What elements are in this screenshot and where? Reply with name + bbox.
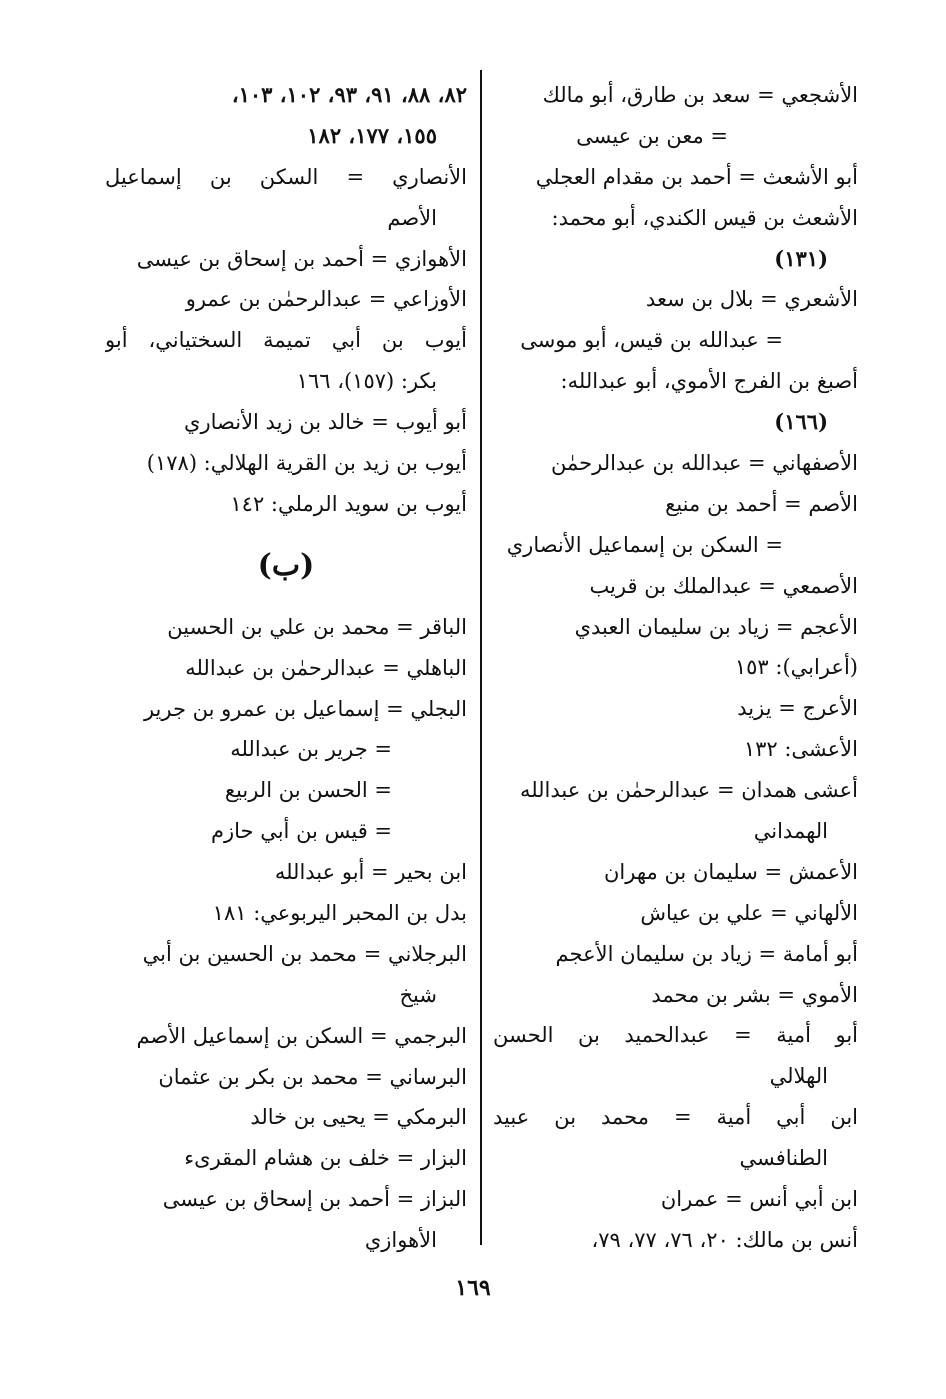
index-entry: البرجمي = السكن بن إسماعيل الأصم <box>136 1023 467 1048</box>
index-entry: الأشعث بن قيس الكندي، أبو محمد: <box>551 205 858 230</box>
index-entry: ٨٢، ٨٨، ٩١، ٩٣، ١٠٢، ١٠٣، <box>231 82 467 107</box>
section-heading-ba: (ب) <box>257 547 315 583</box>
index-entry: أصبغ بن الفرج الأموي، أبو عبدالله: <box>560 369 858 394</box>
index-entry: (١٦٦) <box>774 409 828 435</box>
index-entry: الأعشى: ١٣٢ <box>743 737 858 762</box>
left-column-entries-alif <box>105 75 467 525</box>
left-column <box>105 75 467 1261</box>
index-entry: بكر: (١٥٧)، ١٦٦ <box>296 369 437 394</box>
index-entry: الهمداني <box>753 819 828 844</box>
index-entry: أيوب بن سويد الرملي: ١٤٢ <box>230 491 467 516</box>
right-column <box>493 75 858 1261</box>
index-entry: الأصم <box>387 205 437 230</box>
index-entry: (١٣١) <box>774 245 828 271</box>
index-entry: الأموي = بشر بن محمد <box>651 982 858 1007</box>
index-entry: ابن بحير = أبو عبدالله <box>274 860 467 885</box>
index-entry: أبو أمية = عبدالحميد بن الحسن <box>493 1023 858 1048</box>
index-entry: أبو الأشعث = أحمد بن مقدام العجلي <box>535 164 858 189</box>
index-entry: أنس بن مالك: ٢٠، ٧٦، ٧٧، ٧٩، <box>591 1227 858 1252</box>
index-entry: البزار = خلف بن هشام المقرىء <box>184 1146 467 1171</box>
index-entry: = السكن بن إسماعيل الأنصاري <box>506 532 783 557</box>
index-entry: (أعرابي): ١٥٣ <box>734 655 858 680</box>
index-entry: الأهوازي = أحمد بن إسحاق بن عيسى <box>136 246 467 271</box>
index-entry: البجلي = إسماعيل بن عمرو بن جرير <box>143 696 467 721</box>
index-entry: أبو أيوب = خالد بن زيد الأنصاري <box>184 410 467 435</box>
index-entry: أيوب بن زيد بن القرية الهلالي: (١٧٨) <box>146 451 467 476</box>
index-entry: الباقر = محمد بن علي بن الحسين <box>167 614 467 639</box>
index-entry: = عبدالله بن قيس، أبو موسى <box>520 328 783 353</box>
index-entry: الأنصاري = السكن بن إسماعيل <box>105 164 467 189</box>
index-entry: ابن أبي أنس = عمران <box>660 1187 858 1212</box>
index-entry: الباهلي = عبدالرحمٰن بن عبدالله <box>185 655 467 680</box>
index-entry: الأصفهاني = عبدالله بن عبدالرحمٰن <box>551 451 858 476</box>
page-number: ١٦٩ <box>455 1275 491 1301</box>
index-entry: أعشى همدان = عبدالرحمٰن بن عبدالله <box>519 778 858 803</box>
index-entry: الهلالي <box>769 1064 828 1089</box>
index-entry: الأعرج = يزيد <box>737 696 858 721</box>
index-entry: الطنافسي <box>739 1146 828 1171</box>
index-entry: = قيس بن أبي حازم <box>211 819 392 844</box>
index-entry: بدل بن المحبر اليربوعي: ١٨١ <box>212 901 467 926</box>
index-entry: ١٥٥، ١٧٧، ١٨٢ <box>307 122 437 148</box>
index-entry: شيخ <box>399 982 437 1007</box>
index-entry: الأصمعي = عبدالملك بن قريب <box>589 573 858 598</box>
index-entry: = معن بن عيسى <box>576 123 728 148</box>
index-entry: = الحسن بن الربيع <box>224 778 392 803</box>
index-entry: أبو أمامة = زياد بن سليمان الأعجم <box>555 941 858 966</box>
index-entry: البرساني = محمد بن بكر بن عثمان <box>158 1064 467 1089</box>
index-entry: الأهوازي <box>364 1228 437 1253</box>
index-entry: البرجلاني = محمد بن الحسين بن أبي <box>142 941 467 966</box>
index-entry: الأعمش = سليمان بن مهران <box>604 859 858 884</box>
index-entry: الأعجم = زياد بن سليمان العبدي <box>574 614 858 639</box>
index-entry: الأشجعي = سعد بن طارق، أبو مالك <box>542 83 858 107</box>
index-entry: = جرير بن عبدالله <box>230 737 392 762</box>
left-column-entries-ba <box>105 607 467 1261</box>
index-entry: الأصم = أحمد بن منيع <box>665 491 858 516</box>
index-entry: الأوزاعي = عبدالرحمٰن بن عمرو <box>185 287 467 312</box>
index-entry: البزاز = أحمد بن إسحاق بن عيسى <box>162 1187 467 1212</box>
index-entry: البرمكي = يحيى بن خالد <box>250 1105 467 1130</box>
index-entry: أيوب بن أبي تميمة السختياني، أبو <box>105 328 467 353</box>
column-divider <box>480 70 482 1245</box>
index-entry: ابن أبي أمية = محمد بن عبيد <box>493 1105 858 1130</box>
index-entry: الألهاني = علي بن عياش <box>640 900 858 925</box>
index-entry: الأشعري = بلال بن سعد <box>645 287 858 312</box>
